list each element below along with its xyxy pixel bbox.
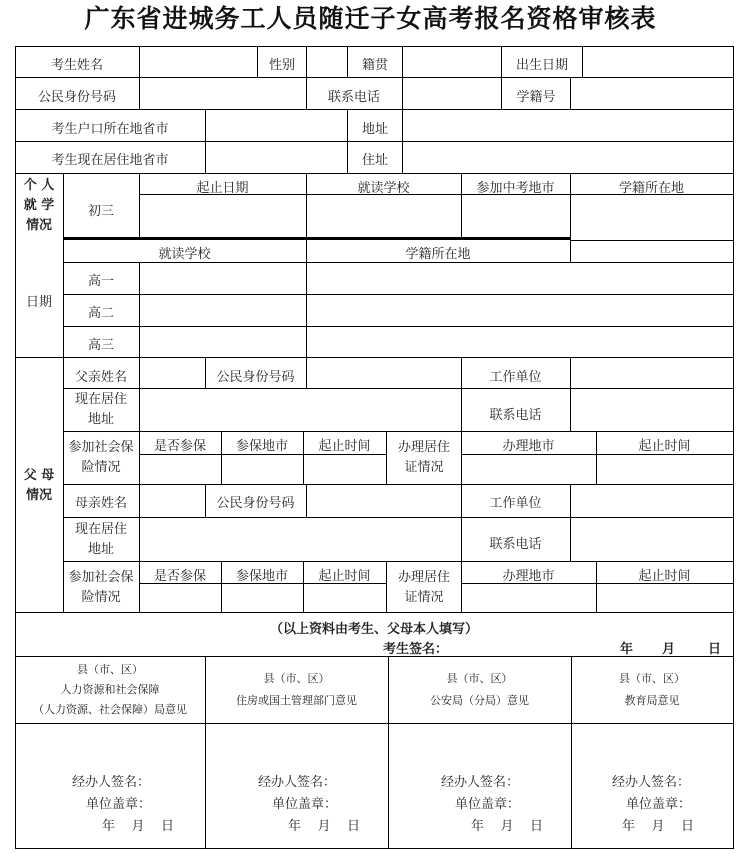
header-mother-permit-period: 起止时间 [638, 569, 691, 584]
header-father-permit-city: 办理地市 [502, 439, 555, 454]
header-father-permit-period: 起止时间 [638, 439, 691, 454]
grid-line [306, 357, 307, 389]
signature-month: 月 [662, 642, 676, 657]
header-mother-permit-city: 办理地市 [502, 569, 555, 584]
label-gender: 性别 [268, 58, 295, 73]
grid-line [63, 294, 734, 295]
sign-seal: 单位盖章： [272, 797, 338, 812]
id-number-field[interactable] [140, 79, 305, 108]
sign-date: 年 月 日 [622, 819, 695, 834]
grid-line [15, 848, 734, 849]
header-senior-reg-place: 学籍所在地 [405, 247, 471, 262]
header-period: 起止日期 [196, 181, 249, 196]
sign-handler: 经办人签名： [72, 775, 151, 790]
header-mother-insured: 是否参保 [153, 569, 206, 584]
label-senior-date: 日期 [25, 295, 52, 310]
opinion-hr-l3: （人力资源、社会保障）局意见 [33, 703, 187, 716]
grid-line [63, 484, 734, 485]
sign-seal: 单位盖章： [86, 797, 152, 812]
grid-line [15, 77, 734, 78]
grid-line [15, 723, 734, 724]
grid-line [15, 612, 734, 613]
label-father-work: 工作单位 [489, 370, 542, 385]
grid-line [15, 357, 734, 358]
label-father-id: 公民身份号码 [216, 370, 295, 385]
header-reg-place: 学籍所在地 [618, 181, 684, 196]
opinion-housing-l2: 住房或国土管理部门意见 [236, 694, 357, 707]
form-title: 广东省进城务工人员随迁子女高考报名资格审核表 [84, 4, 657, 33]
birth-date-field[interactable] [583, 47, 732, 76]
grid-line [63, 388, 734, 389]
signature-year: 年 [620, 642, 634, 657]
label-student-reg: 学籍号 [516, 90, 556, 105]
opinion-police-l2: 公安局（分局）意见 [430, 694, 529, 707]
signature-label: 考生签名： [383, 642, 449, 657]
label-mother-name: 母亲姓名 [74, 496, 127, 511]
grid-line [570, 240, 734, 241]
grid-line [139, 454, 387, 455]
label-grade-one: 高一 [87, 274, 114, 289]
label-hukou-city: 考生户口所在地省市 [51, 122, 169, 137]
grid-line [63, 326, 734, 327]
student-reg-field[interactable] [571, 79, 732, 108]
grid-line [733, 46, 734, 849]
header-senior-school: 就读学校 [158, 247, 211, 262]
sign-date: 年 月 日 [471, 819, 544, 834]
opinion-police-l1: 县（市、区） [446, 672, 513, 685]
grid-line [306, 484, 307, 518]
label-father-address: 现在居住地址 [75, 392, 128, 427]
header-exam-city: 参加中考地市 [476, 181, 555, 196]
label-mother-permit: 办理居住证情况 [397, 570, 450, 605]
header-father-insure-city: 参保地市 [235, 439, 288, 454]
opinion-education [571, 668, 733, 712]
grid-line [63, 237, 571, 240]
grid-line [15, 173, 734, 174]
sign-block-police [441, 772, 543, 838]
phone-field[interactable] [403, 79, 501, 108]
label-mother-address: 现在居住地址 [75, 522, 128, 557]
sign-handler: 经办人签名： [258, 775, 337, 790]
address-field[interactable] [403, 111, 732, 140]
grid-line [63, 517, 734, 518]
label-address: 地址 [361, 122, 388, 137]
opinion-housing-l1: 县（市、区） [263, 672, 330, 685]
label-residence-city: 考生现在居住地省市 [51, 153, 169, 168]
home-field[interactable] [403, 142, 732, 171]
label-father-social: 参加社会保险情况 [68, 440, 134, 475]
label-father-permit: 办理居住证情况 [397, 440, 450, 475]
sign-seal: 单位盖章： [455, 797, 521, 812]
hukou-city-field[interactable] [206, 111, 347, 140]
label-phone: 联系电话 [327, 90, 380, 105]
opinion-hr-l2: 人力资源和社会保障 [60, 683, 160, 696]
opinion-education-l2: 教育局意见 [624, 694, 680, 707]
label-birth-date: 出生日期 [515, 58, 568, 73]
section-study-label: 个 人 就 学 情况 [23, 178, 55, 233]
label-id-number: 公民身份号码 [37, 90, 116, 105]
section-parents-label: 父 母 情况 [23, 468, 55, 503]
opinion-police [388, 668, 571, 712]
sign-handler: 经办人签名： [441, 775, 520, 790]
opinion-hr [15, 660, 205, 720]
sign-block-hr [72, 772, 174, 838]
grid-line [63, 431, 734, 432]
label-mother-id: 公民身份号码 [216, 496, 295, 511]
sign-seal: 单位盖章： [626, 797, 692, 812]
label-mother-social: 参加社会保险情况 [68, 570, 134, 605]
grid-line [570, 357, 571, 432]
header-school: 就读学校 [357, 181, 410, 196]
signature-day: 日 [708, 642, 722, 657]
grid-line [570, 484, 571, 562]
sign-handler: 经办人签名： [612, 775, 691, 790]
sign-date: 年 月 日 [102, 819, 175, 834]
label-grade-three: 高三 [87, 338, 114, 353]
exam-name-field[interactable] [140, 47, 257, 76]
header-mother-insure-city: 参保地市 [235, 569, 288, 584]
label-home: 住址 [361, 153, 388, 168]
label-mother-phone: 联系电话 [489, 537, 542, 552]
grid-line [15, 109, 734, 110]
sign-date: 年 月 日 [288, 819, 361, 834]
label-mother-work: 工作单位 [489, 496, 542, 511]
header-father-period: 起止时间 [318, 439, 371, 454]
sign-block-education [612, 772, 694, 838]
header-mother-period: 起止时间 [318, 569, 371, 584]
grid-line [461, 454, 734, 455]
grid-line [386, 561, 387, 613]
label-origin: 籍贯 [361, 58, 388, 73]
opinion-housing [205, 668, 388, 712]
label-exam-name: 考生姓名 [50, 58, 103, 73]
fill-note: （以上资料由考生、父母本人填写） [269, 622, 478, 637]
origin-field[interactable] [403, 47, 501, 76]
grid-line [63, 262, 734, 263]
label-father-name: 父亲姓名 [74, 370, 127, 385]
label-father-phone: 联系电话 [489, 408, 542, 423]
sign-block-housing [258, 772, 360, 838]
header-father-insured: 是否参保 [153, 439, 206, 454]
grid-line [63, 561, 734, 562]
label-grade-two: 高二 [87, 306, 114, 321]
grid-line [139, 262, 140, 358]
grid-line [386, 431, 387, 485]
label-junior-three: 初三 [87, 204, 114, 219]
gender-field[interactable] [307, 47, 347, 76]
opinion-hr-l1: 县（市、区） [77, 663, 143, 676]
residence-city-field[interactable] [206, 142, 347, 171]
opinion-education-l1: 县（市、区） [619, 672, 685, 685]
